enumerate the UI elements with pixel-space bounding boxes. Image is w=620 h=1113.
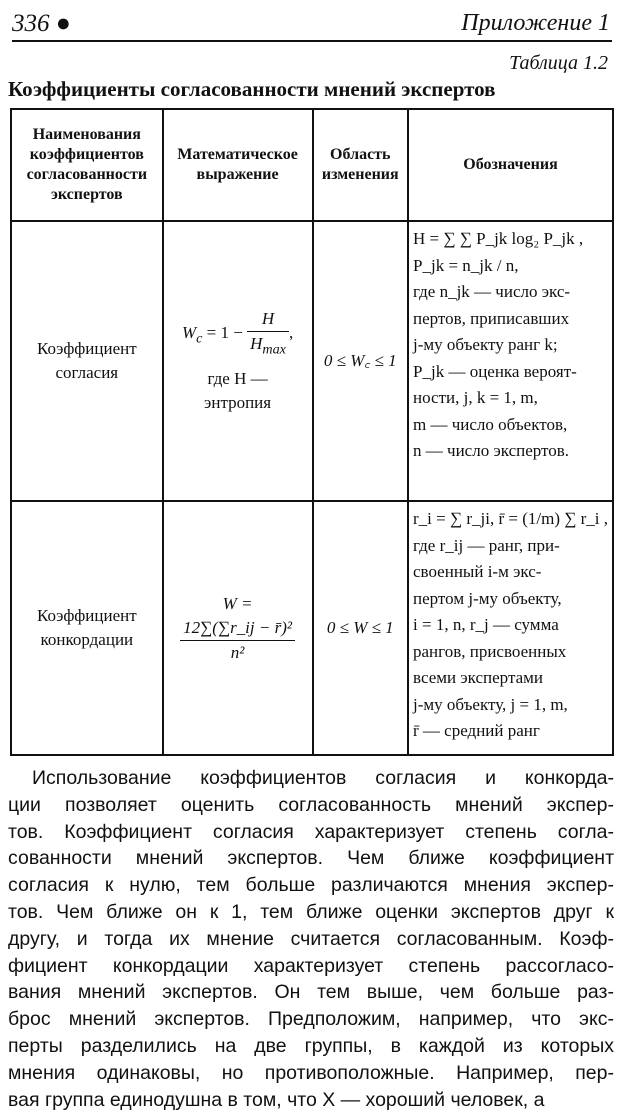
text-line: брос мнений экспертов. Предположим, например, что экс- [8, 1008, 614, 1031]
table-row [11, 501, 613, 755]
range-value: 0 ≤ W ≤ 1 [313, 501, 408, 755]
text-line: мнения одинаковы, но противоположные. Например, пер- [8, 1061, 614, 1084]
coefficient-name: Коэффициент конкордации [11, 501, 163, 755]
text-line: ции позволяет оценить согласованность мнений экспер- [8, 793, 614, 816]
formula-cell [163, 221, 313, 501]
formula-cell: W = $\frac{\text{12∑(∑r\_ij − r̄)²}}{\text{n²}}$ [163, 501, 313, 755]
column-header: Обозначения [408, 109, 613, 221]
column-header: Наименования коэффициентов согласованности экспертов [11, 109, 163, 221]
column-header: Область изменения [313, 109, 408, 221]
text-line: перты разделились на две группы, в каждой из которых [8, 1034, 614, 1057]
range-value: 0 ≤ W꜀ ≤ 1 [313, 221, 408, 501]
page-header [12, 6, 612, 42]
section-title: Приложение 1 [461, 10, 610, 36]
table-header-row [11, 109, 613, 221]
coefficients-table [10, 108, 614, 756]
text-line: тов. Чем ближе он к 1, тем ближе оценки экспертов друг к [8, 900, 614, 923]
notation-cell: r_i = ∑ r_ji, r̄ = (1/m) ∑ r_i , где r_ij — ранг, при- своенный i-м экс- пертом j-му объекту, i = 1, n, r_j — сумма рангов, присвоенных всеми экспертами j-му объекту, j = 1, m, r̄ — средний ранг [408, 501, 613, 755]
formula: $W_c = 1$ − $\frac{H}{H_{max}}$ , [181, 308, 294, 358]
text-line: сованности мнений экспертов. Чем ближе коэффициент [8, 847, 614, 870]
table-number: Таблица 1.2 [509, 52, 608, 74]
text-line: другу, и тогда их мнение считается согласованным. Коэф- [8, 927, 614, 950]
notation-cell: H = ∑ ∑ P_jk log₂ P_jk , P_jk = n_jk / n, где n_jk — число экс- пертов, приписавших j-му объекту ранг k; P_jk — оценка вероят- ности, j, k = 1, m, m — число объектов, n — число экспертов. [408, 221, 613, 501]
coefficient-name: Коэффициент согласия [11, 221, 163, 501]
text-line: Использование коэффициентов согласия и конкорда- [32, 767, 614, 789]
table-row [11, 221, 613, 501]
text-line: тов. Коэффициент согласия характеризует степень согла- [8, 820, 614, 843]
text-line: вания мнений экспертов. Он тем выше, чем больше раз- [8, 981, 614, 1004]
formula-note: где H — энтропия [204, 369, 272, 413]
body-paragraph [8, 765, 614, 1113]
text-line: вая группа единодушна в том, что X — хороший человек, а [8, 1088, 545, 1111]
page-number: 336 ● [12, 10, 71, 37]
formula: $\frac{\text{12∑(∑r\_ij − r̄)²}}{\text{n²}}$ [180, 616, 295, 665]
column-header: Математическое выражение [163, 109, 313, 221]
text-line: фициент конкордации характеризует степень рассогласо- [8, 954, 614, 977]
text-line: согласия к нулю, тем больше различаются мнения экспер- [8, 874, 614, 897]
table-title: Коэффициенты согласованности мнений экспертов [8, 77, 496, 101]
